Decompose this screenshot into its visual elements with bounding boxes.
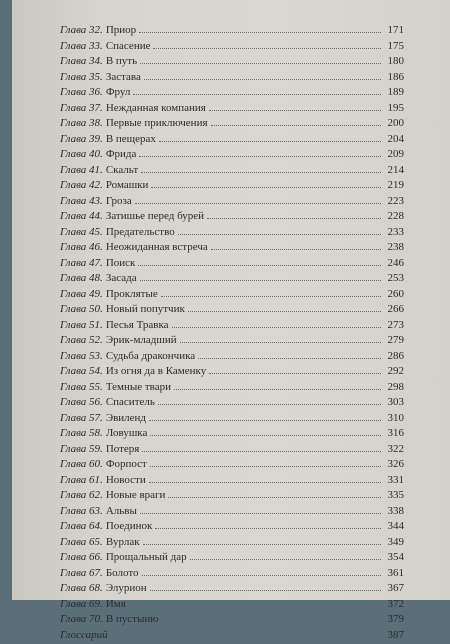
toc-entry <box>60 148 404 164</box>
toc-entry <box>60 520 404 536</box>
toc-entry <box>60 288 404 304</box>
page-number: 372 <box>384 598 404 610</box>
page-number: 292 <box>384 365 404 377</box>
dot-leader <box>140 280 381 281</box>
dot-leader <box>150 590 381 591</box>
chapter-title: В пустыню <box>106 613 159 625</box>
chapter-title: Вурлак <box>106 536 140 548</box>
chapter-number: Глава 41. <box>60 164 103 176</box>
dot-leader <box>114 637 381 638</box>
chapter-title: Фрул <box>106 86 131 98</box>
dot-leader <box>180 342 381 343</box>
dot-leader <box>190 559 381 560</box>
chapter-number: Глава 70. <box>60 613 103 625</box>
chapter-number: Глава 63. <box>60 505 103 517</box>
chapter-title: Поединок <box>106 520 153 532</box>
dot-leader <box>150 435 381 436</box>
chapter-title: Скальт <box>106 164 138 176</box>
toc-entry <box>60 443 404 459</box>
page-number: 349 <box>384 536 404 548</box>
toc-entry <box>60 133 404 149</box>
dot-leader <box>142 575 382 576</box>
dot-leader <box>129 606 381 607</box>
toc-entry <box>60 40 404 56</box>
chapter-number: Глава 42. <box>60 179 103 191</box>
chapter-title: Темные твари <box>106 381 171 393</box>
toc-entry <box>60 598 404 614</box>
page-number: 331 <box>384 474 404 486</box>
chapter-number: Глава 59. <box>60 443 103 455</box>
chapter-title: Имя <box>106 598 126 610</box>
chapter-title: В пещерах <box>106 133 156 145</box>
chapter-title: Ловушка <box>106 427 148 439</box>
dot-leader <box>151 187 381 188</box>
chapter-title: Новый попутчик <box>106 303 185 315</box>
chapter-title: Застава <box>106 71 141 83</box>
chapter-title: Эвиленд <box>106 412 146 424</box>
toc-entry <box>60 396 404 412</box>
chapter-number: Глава 52. <box>60 334 103 346</box>
chapter-number: Глава 57. <box>60 412 103 424</box>
toc-entry <box>60 412 404 428</box>
page-number: 219 <box>384 179 404 191</box>
chapter-title: Новости <box>106 474 146 486</box>
page-number: 361 <box>384 567 404 579</box>
chapter-number: Глава 38. <box>60 117 103 129</box>
toc-entry <box>60 613 404 629</box>
chapter-title: Элурион <box>106 582 147 594</box>
dot-leader <box>143 544 381 545</box>
page-number: 322 <box>384 443 404 455</box>
page-number: 335 <box>384 489 404 501</box>
toc-entry <box>60 86 404 102</box>
dot-leader <box>198 358 381 359</box>
dot-leader <box>159 141 381 142</box>
page-number: 286 <box>384 350 404 362</box>
page-number: 246 <box>384 257 404 269</box>
chapter-number: Глава 56. <box>60 396 103 408</box>
dot-leader <box>138 265 381 266</box>
dot-leader <box>142 451 381 452</box>
page-number: 326 <box>384 458 404 470</box>
page-number: 338 <box>384 505 404 517</box>
toc-entry <box>60 458 404 474</box>
toc-entry <box>60 319 404 335</box>
chapter-number: Глава 69. <box>60 598 103 610</box>
dot-leader <box>211 249 381 250</box>
dot-leader <box>172 327 381 328</box>
dot-leader <box>139 156 381 157</box>
page-number: 387 <box>384 629 404 641</box>
dot-leader <box>178 234 381 235</box>
page-number: 273 <box>384 319 404 331</box>
chapter-number: Глава 36. <box>60 86 103 98</box>
toc-entry <box>60 102 404 118</box>
chapter-title: Болото <box>106 567 139 579</box>
chapter-number: Глава 35. <box>60 71 103 83</box>
toc-entry <box>60 55 404 71</box>
dot-leader <box>149 420 381 421</box>
chapter-title: Нежданная компания <box>106 102 206 114</box>
page-number: 180 <box>384 55 404 67</box>
chapter-number: Глава 54. <box>60 365 103 377</box>
page-number: 189 <box>384 86 404 98</box>
chapter-number: Глава 50. <box>60 303 103 315</box>
chapter-number: Глава 64. <box>60 520 103 532</box>
chapter-title: Прощальный дар <box>106 551 187 563</box>
dot-leader <box>211 125 381 126</box>
chapter-number: Глава 47. <box>60 257 103 269</box>
page-number: 223 <box>384 195 404 207</box>
chapter-number: Глава 60. <box>60 458 103 470</box>
page-number: 233 <box>384 226 404 238</box>
chapter-title: Первые приключения <box>106 117 208 129</box>
chapter-title: Засада <box>106 272 137 284</box>
chapter-title: Приор <box>106 24 136 36</box>
page-number: 200 <box>384 117 404 129</box>
dot-leader <box>174 389 381 390</box>
chapter-number: Глава 45. <box>60 226 103 238</box>
chapter-number: Глава 49. <box>60 288 103 300</box>
chapter-number: Глава 34. <box>60 55 103 67</box>
chapter-number: Глава 43. <box>60 195 103 207</box>
chapter-number: Глава 40. <box>60 148 103 160</box>
dot-leader <box>135 203 381 204</box>
chapter-number: Глава 65. <box>60 536 103 548</box>
toc-entry <box>60 489 404 505</box>
chapter-title: Спаситель <box>106 396 155 408</box>
chapter-title: Проклятые <box>106 288 158 300</box>
chapter-number: Глава 53. <box>60 350 103 362</box>
page-number: 228 <box>384 210 404 222</box>
dot-leader <box>139 32 381 33</box>
page-number: 209 <box>384 148 404 160</box>
page-number: 298 <box>384 381 404 393</box>
chapter-title: Эрик-младший <box>106 334 177 346</box>
dot-leader <box>150 466 381 467</box>
page-number: 214 <box>384 164 404 176</box>
dot-leader <box>207 218 381 219</box>
page-number: 354 <box>384 551 404 563</box>
page-number: 171 <box>384 24 404 36</box>
chapter-title: Форпост <box>106 458 147 470</box>
chapter-title: Фрида <box>106 148 137 160</box>
chapter-number: Глава 46. <box>60 241 103 253</box>
chapter-number: Глоссарий <box>60 629 108 641</box>
chapter-title: Затишье перед бурей <box>106 210 204 222</box>
dot-leader <box>168 497 381 498</box>
page-number: 253 <box>384 272 404 284</box>
chapter-title: Песья Травка <box>106 319 169 331</box>
chapter-number: Глава 48. <box>60 272 103 284</box>
chapter-title: Предательство <box>106 226 175 238</box>
chapter-number: Глава 66. <box>60 551 103 563</box>
dot-leader <box>144 79 381 80</box>
chapter-title: Неожиданная встреча <box>106 241 208 253</box>
dot-leader <box>140 513 381 514</box>
page-number: 303 <box>384 396 404 408</box>
toc-entry <box>60 303 404 319</box>
page-number: 367 <box>384 582 404 594</box>
chapter-number: Глава 67. <box>60 567 103 579</box>
chapter-number: Глава 37. <box>60 102 103 114</box>
dot-leader <box>161 296 381 297</box>
page-number: 238 <box>384 241 404 253</box>
toc-entry <box>60 365 404 381</box>
chapter-number: Глава 68. <box>60 582 103 594</box>
page-number: 186 <box>384 71 404 83</box>
toc-entry <box>60 179 404 195</box>
toc-entry <box>60 629 404 644</box>
dot-leader <box>140 63 381 64</box>
dot-leader <box>141 172 381 173</box>
toc-entry <box>60 195 404 211</box>
toc-entry <box>60 381 404 397</box>
page-number: 195 <box>384 102 404 114</box>
toc-entry <box>60 71 404 87</box>
dot-leader <box>161 621 381 622</box>
dot-leader <box>153 48 381 49</box>
chapter-number: Глава 61. <box>60 474 103 486</box>
toc-entry <box>60 350 404 366</box>
toc-entry <box>60 164 404 180</box>
chapter-number: Глава 62. <box>60 489 103 501</box>
dot-leader <box>133 94 381 95</box>
toc-entry <box>60 551 404 567</box>
chapter-title: Из огня да в Каменку <box>106 365 206 377</box>
toc-entry <box>60 257 404 273</box>
toc-entry <box>60 24 404 40</box>
toc-entry <box>60 536 404 552</box>
chapter-title: Новые враги <box>106 489 166 501</box>
toc-entry <box>60 117 404 133</box>
chapter-title: Потеря <box>106 443 140 455</box>
page-number: 310 <box>384 412 404 424</box>
toc-entry <box>60 210 404 226</box>
chapter-title: Судьба дракончика <box>106 350 195 362</box>
chapter-title: Гроза <box>106 195 132 207</box>
toc-entry <box>60 334 404 350</box>
chapter-number: Глава 44. <box>60 210 103 222</box>
toc-entry <box>60 226 404 242</box>
dot-leader <box>209 110 381 111</box>
toc-entry <box>60 272 404 288</box>
dot-leader <box>158 404 381 405</box>
page-number: 260 <box>384 288 404 300</box>
chapter-number: Глава 32. <box>60 24 103 36</box>
toc-entry <box>60 474 404 490</box>
chapter-number: Глава 51. <box>60 319 103 331</box>
page-number: 379 <box>384 613 404 625</box>
chapter-number: Глава 58. <box>60 427 103 439</box>
toc-entry <box>60 582 404 598</box>
chapter-number: Глава 33. <box>60 40 103 52</box>
chapter-title: Ромашки <box>106 179 149 191</box>
chapter-title: Поиск <box>106 257 136 269</box>
page-number: 204 <box>384 133 404 145</box>
page-number: 279 <box>384 334 404 346</box>
chapter-title: Альвы <box>106 505 137 517</box>
dot-leader <box>209 373 381 374</box>
page-number: 316 <box>384 427 404 439</box>
page-number: 175 <box>384 40 404 52</box>
chapter-title: В путь <box>106 55 137 67</box>
dot-leader <box>188 311 381 312</box>
chapter-number: Глава 55. <box>60 381 103 393</box>
page-number: 266 <box>384 303 404 315</box>
page-number: 344 <box>384 520 404 532</box>
book-page <box>12 0 450 600</box>
dot-leader <box>149 482 381 483</box>
toc-entry <box>60 505 404 521</box>
chapter-title: Спасение <box>106 40 151 52</box>
toc-entry <box>60 427 404 443</box>
dot-leader <box>155 528 381 529</box>
table-of-contents <box>60 24 404 644</box>
chapter-number: Глава 39. <box>60 133 103 145</box>
toc-entry <box>60 567 404 583</box>
toc-entry <box>60 241 404 257</box>
